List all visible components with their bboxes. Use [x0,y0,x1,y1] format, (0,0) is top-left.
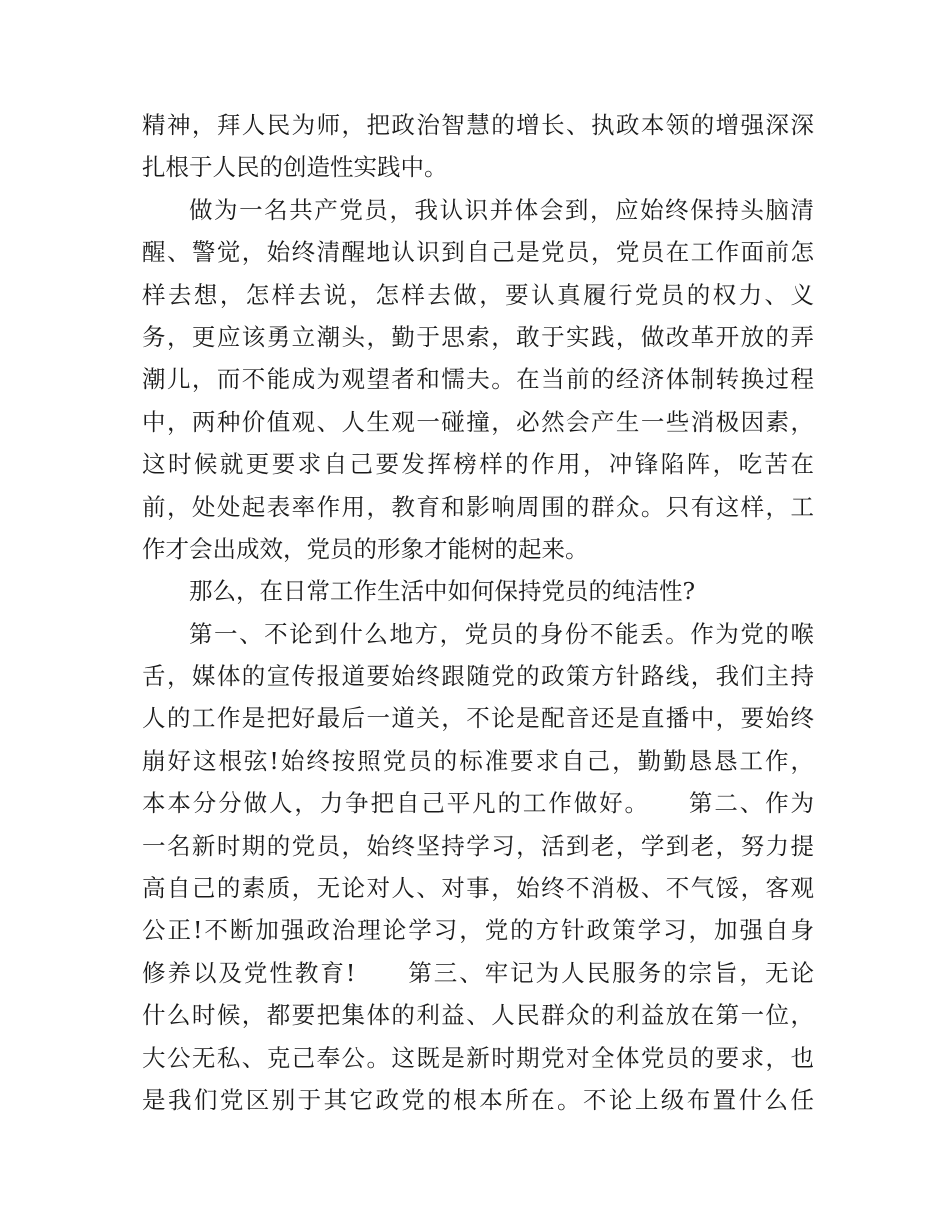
text-line: 人的工作是把好最后一道关，不论是配音还是直播中，要始终 [142,704,814,733]
text-line: 这时候就更要求自己要发挥榜样的作用，冲锋陷阵，吃苦在 [142,450,814,479]
text-line: 修养以及党性教育! 第三、牢记为人民服务的宗旨，无论 [142,958,814,987]
text-line: 潮儿，而不能成为观望者和懦夫。在当前的经济体制转换过程 [142,365,814,394]
text-line: 大公无私、克己奉公。这既是新时期党对全体党员的要求，也 [142,1043,814,1072]
text-line: 舌，媒体的宣传报道要始终跟随党的政策方针路线，我们主持 [142,662,814,691]
text-line: 务，更应该勇立潮头，勤于思索，敢于实践，做改革开放的弄 [142,322,814,351]
text-line: 醒、警觉，始终清醒地认识到自己是党员，党员在工作面前怎 [142,238,814,267]
text-line: 做为一名共产党员，我认识并体会到，应始终保持头脑清 [189,195,814,224]
text-line: 高自己的素质，无论对人、对事，始终不消极、不气馁，客观 [142,874,814,903]
text-line: 崩好这根弦!始终按照党员的标准要求自己，勤勤恳恳工作， [142,746,814,775]
text-line: 第一、不论到什么地方，党员的身份不能丢。作为党的喉 [189,619,814,648]
text-line: 什么时候，都要把集体的利益、人民群众的利益放在第一位， [142,1001,814,1030]
text-line: 本本分分做人，力争把自己平凡的工作做好。 第二、作为 [142,789,814,818]
body-text [142,104,814,1121]
text-line: 作才会出成效，党员的形象才能树的起来。 [142,534,589,563]
text-line: 那么，在日常工作生活中如何保持党员的纯洁性? [189,577,696,606]
text-line: 一名新时期的党员，始终坚持学习，活到老，学到老，努力提 [142,831,814,860]
text-line: 扎根于人民的创造性实践中。 [142,153,448,182]
text-line: 是我们党区别于其它政党的根本所在。不论上级布置什么任 [142,1085,814,1114]
text-line: 公正!不断加强政治理论学习，党的方针政策学习，加强自身 [142,916,814,945]
text-line: 样去想，怎样去说，怎样去做，要认真履行党员的权力、义 [142,280,814,309]
text-line: 精神，拜人民为师，把政治智慧的增长、执政本领的增强深深 [142,111,814,139]
text-line: 前，处处起表率作用，教育和影响周围的群众。只有这样，工 [142,492,814,521]
text-line: 中，两种价值观、人生观一碰撞，必然会产生一些消极因素， [142,407,814,436]
